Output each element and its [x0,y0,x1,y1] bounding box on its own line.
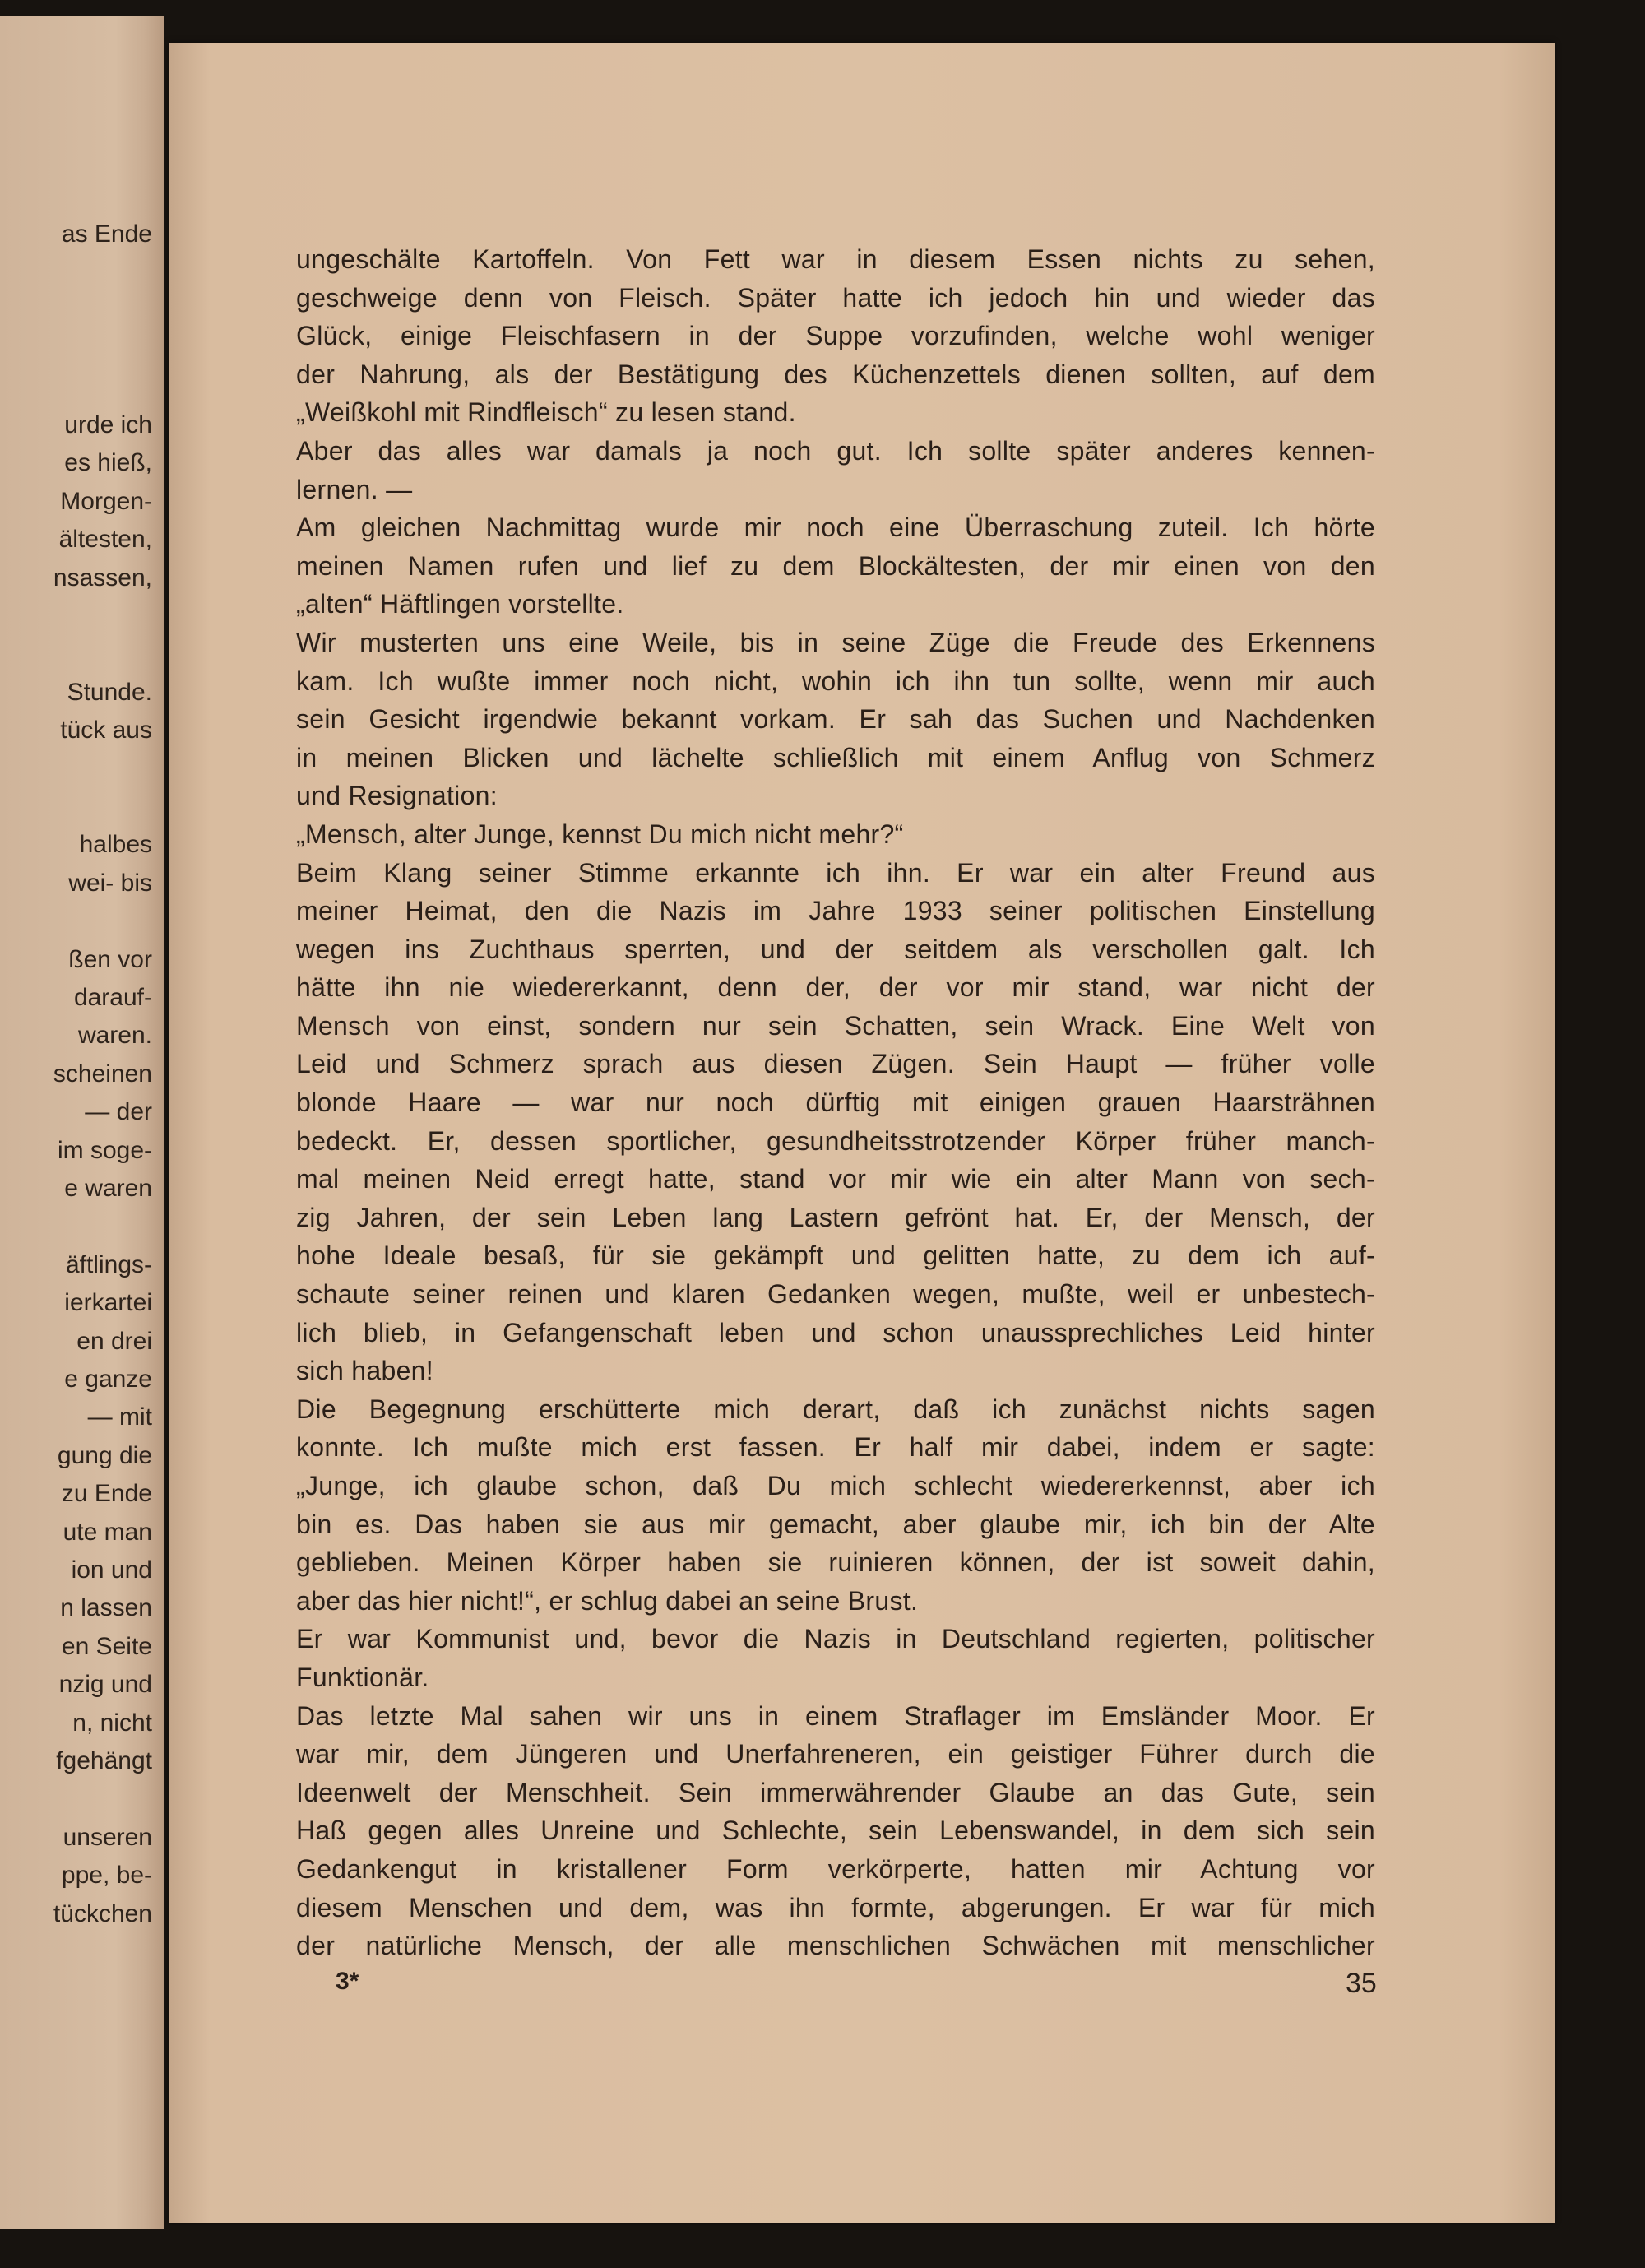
left-page-line-fragment: ppe, be- [61,1862,152,1890]
text-line: bedeckt. Er, dessen sportlicher, gesundheitsstrotzender Körper früher manch- [296,1125,1375,1156]
text-line: Er war Kommunist und, bevor die Nazis in Deutschland regierten, politischer [296,1624,1375,1654]
text-line: lernen. — [296,474,413,504]
left-page-line-fragment: ute man [63,1518,152,1546]
text-line: wegen ins Zuchthaus sperrten, und der seitdem als verschollen galt. Ich [296,934,1375,964]
left-page-line-fragment: en drei [76,1327,152,1355]
text-line: „Mensch, alter Junge, kennst Du mich nicht mehr?“ [296,819,904,849]
text-line: war mir, dem Jüngeren und Unerfahreneren, ein geistiger Führer durch die [296,1739,1375,1769]
text-line: lich blieb, in Gefangenschaft leben und schon unaussprechliches Leid hinter [296,1317,1375,1347]
text-line: Ideenwelt der Menschheit. Sein immerwährender Glaube an das Gute, sein [296,1777,1375,1807]
text-line: bin es. Das haben sie aus mir gemacht, aber glaube mir, ich bin der Alte [296,1509,1375,1539]
page-number: 35 [1346,1968,1377,1999]
left-page-line-fragment: nzig und [58,1671,152,1699]
left-page-line-fragment: as Ende [61,220,152,248]
text-line: meiner Heimat, den die Nazis im Jahre 1933 seiner politischen Einstellung [296,896,1375,926]
left-page-line-fragment: im soge- [57,1136,152,1164]
text-line: der natürliche Mensch, der alle menschlichen Schwächen mit menschlicher [296,1931,1375,1961]
left-page-line-fragment: halbes [79,831,152,859]
text-line: „Weißkohl mit Rindfleisch“ zu lesen stand. [296,397,796,428]
text-line: Am gleichen Nachmittag wurde mir noch eine Überraschung zuteil. Ich hörte [296,513,1375,543]
left-page-line-fragment: wei- bis [68,869,152,897]
text-line: Haß gegen alles Unreine und Schlechte, sein Lebenswandel, in dem sich sein [296,1816,1375,1846]
left-page-line-fragment: ältesten, [58,526,152,554]
body-text [296,240,1375,1965]
text-line: Funktionär. [296,1662,429,1692]
text-line: sich haben! [296,1356,433,1386]
text-line: kam. Ich wußte immer noch nicht, wohin ich ihn tun sollte, wenn mir auch [296,666,1375,696]
left-page-line-fragment: äftlings- [65,1250,152,1278]
left-page-line-fragment: tückchen [53,1899,152,1927]
text-line: Wir musterten uns eine Weile, bis in seine Züge die Freude des Erkennens [296,627,1375,657]
left-page-line-fragment: es hieß, [64,449,152,477]
left-page-line-fragment: nsassen, [53,564,152,591]
text-line: diesem Menschen und dem, was ihn formte, abgerungen. Er war für mich [296,1892,1375,1922]
left-page-line-fragment: n, nicht [72,1709,152,1737]
left-page-line-fragment: gung die [57,1441,152,1469]
left-page-line-fragment: Stunde. [67,678,152,706]
text-line: und Resignation: [296,781,498,811]
text-line: Mensch von einst, sondern nur sein Schatten, sein Wrack. Eine Welt von [296,1010,1375,1041]
left-page-line-fragment: urde ich [64,411,152,438]
left-page-line-fragment: — der [85,1098,152,1126]
text-line: Die Begegnung erschütterte mich derart, daß ich zunächst nichts sagen [296,1394,1375,1424]
left-page-line-fragment: fgehängt [56,1747,152,1774]
text-line: „Junge, ich glaube schon, daß Du mich schlecht wiedererkennst, aber ich [296,1471,1375,1500]
left-page-line-fragment: ßen vor [68,945,152,973]
text-line: ungeschälte Kartoffeln. Von Fett war in diesem Essen nichts zu sehen, [296,244,1375,274]
text-line: zig Jahren, der sein Leben lang Lastern gefrönt hat. Er, der Mensch, der [296,1202,1375,1232]
text-line: konnte. Ich mußte mich erst fassen. Er half mir dabei, indem er sagte: [296,1432,1375,1463]
text-line: „alten“ Häftlingen vorstellte. [296,589,624,619]
text-line: hätte ihn nie wiedererkannt, denn der, der vor mir stand, war nicht der [296,972,1375,1003]
left-page-line-fragment: waren. [77,1022,152,1050]
text-line: schaute seiner reinen und klaren Gedanken wegen, mußte, weil er unbestech- [296,1279,1375,1310]
left-page-line-fragment: unseren [63,1823,152,1851]
text-line: Beim Klang seiner Stimme erkannte ich ihn. Er war ein alter Freund aus [296,857,1375,888]
left-page-line-fragment: ierkartei [64,1289,152,1317]
text-line: Aber das alles war damals ja noch gut. Ich sollte später anderes kennen- [296,435,1375,466]
left-page-line-fragment: n lassen [60,1594,152,1622]
text-line: Leid und Schmerz sprach aus diesen Zügen. Sein Haupt — früher volle [296,1049,1375,1079]
left-page-line-fragment: e ganze [64,1366,152,1393]
text-line: Das letzte Mal sahen wir uns in einem Straflager im Emsländer Moor. Er [296,1700,1375,1731]
left-page-line-fragment: Morgen- [60,487,152,515]
left-page-line-fragment: — mit [87,1403,152,1431]
left-page-line-fragment: scheinen [53,1060,152,1088]
left-page-line-fragment: ion und [71,1556,152,1584]
text-line: aber das hier nicht!“, er schlug dabei an seine Brust. [296,1585,919,1616]
text-line: geschweige denn von Fleisch. Später hatte ich jedoch hin und wieder das [296,282,1375,313]
text-line: mal meinen Neid erregt hatte, stand vor mir wie ein alter Mann von sech- [296,1164,1375,1194]
text-line: Gedankengut in kristallener Form verkörperte, hatten mir Achtung vor [296,1853,1375,1884]
text-line: der Nahrung, als der Bestätigung des Küchenzettels dienen sollten, auf dem [296,359,1375,389]
text-line: meinen Namen rufen und lief zu dem Blockältesten, der mir einen von den [296,550,1375,581]
left-page-line-fragment: en Seite [61,1632,152,1660]
text-line: geblieben. Meinen Körper haben sie ruinieren können, der ist soweit dahin, [296,1547,1375,1578]
text-line: blonde Haare — war nur noch dürftig mit einigen grauen Haarsträhnen [296,1088,1375,1118]
text-line: sein Gesicht irgendwie bekannt vorkam. Er sah das Suchen und Nachdenken [296,704,1375,735]
left-page-line-fragment: tück aus [60,717,152,744]
left-page-line-fragment: e waren [64,1175,152,1202]
signature-mark: 3* [336,1968,359,1995]
text-line: in meinen Blicken und lächelte schließlich mit einem Anflug von Schmerz [296,742,1375,772]
left-page-line-fragment: zu Ende [61,1480,152,1508]
text-line: hohe Ideale besaß, für sie gekämpft und gelitten hatte, zu dem ich auf- [296,1241,1375,1271]
text-line: Glück, einige Fleischfasern in der Suppe vorzufinden, welche wohl weniger [296,321,1375,351]
left-page-line-fragment: darauf- [73,984,152,1011]
